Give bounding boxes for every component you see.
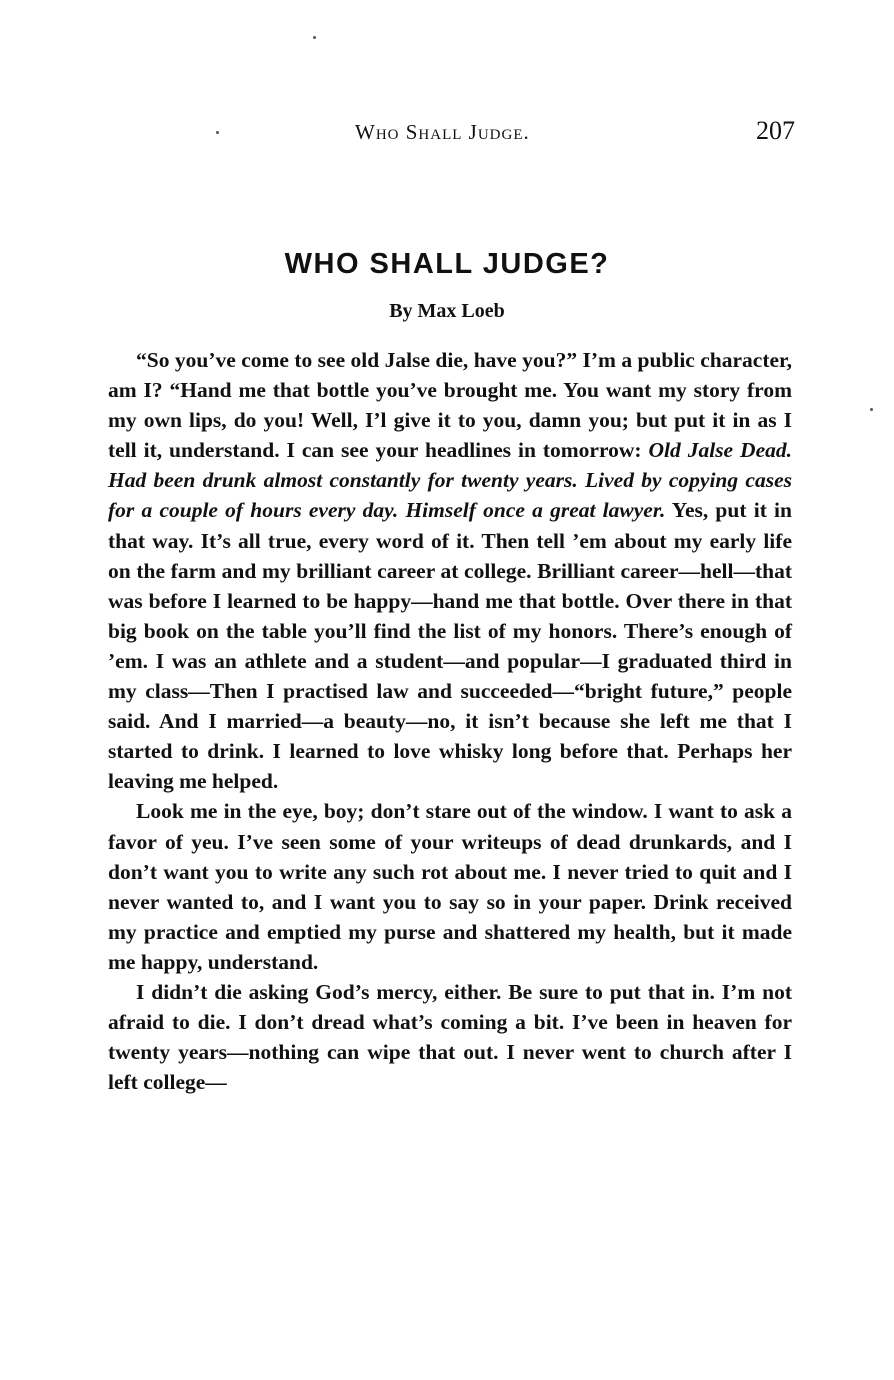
- paragraph-text: I didn’t die asking God’s mercy, either. Be sure to put that in. I’m not afraid to die. I don’t dread what’s coming a bit. I’ve been in heaven for twenty years—nothing can wipe that out. I never went to church after I left college—: [108, 979, 792, 1095]
- paragraph: [108, 977, 792, 1097]
- story-body: [108, 345, 792, 1097]
- paragraph: [108, 345, 792, 796]
- byline: By Max Loeb: [389, 300, 505, 322]
- paragraph: [108, 796, 792, 977]
- paragraph-italic-text: Old Jalse Dead. Had been drunk almost constantly for twenty years. Lived by copying cases for a couple of hours every day. Himself once a great lawyer.: [108, 438, 792, 523]
- running-head: [110, 116, 800, 152]
- paragraph-text: Look me in the eye, boy; don’t stare out of the window. I want to ask a favor of yeu. I’ve seen some of your writeups of dead drunkards, and I don’t want you to write any such rot about me. I never tried to quit and I never wanted to, and I want you to say so in your paper. Drink received my practice and emptied my purse and shattered my health, but it made me happy, understand.: [108, 799, 792, 974]
- paragraph-text: “So you’ve come to see old Jalse die, have you?” I’m a public character, am I? “Hand me that bottle you’ve brought me. You want my story from my own lips, do you! Well, I’l give it to you, damn you; but put it in as I tell it, understand. I can see your headlines in tomorrow:: [108, 348, 792, 463]
- running-title: Who Shall Judge.: [355, 120, 530, 144]
- page-number: 207: [756, 116, 795, 145]
- page-speck: [313, 36, 316, 39]
- story-title: WHO SHALL JUDGE?: [284, 248, 610, 280]
- paragraph-text: Yes, put it in that way. It’s all true, every word of it. Then tell ’em about my early life on the farm and my brilliant career at college. Brilliant career—hell—that was before I learned to be happy—hand me that bottle. Over there in that big book on the table you’ll find the list of my honors. There’s enough of ’em. I was an athlete and a student—and popular—I graduated third in my class—Then I practised law and succeeded—“bright future,” people said. And I married—a beauty—no, it isn’t because she left me that I started to drink. I learned to love whisky long before that. Perhaps her leaving me helped.: [108, 498, 792, 794]
- page-speck: [870, 408, 873, 411]
